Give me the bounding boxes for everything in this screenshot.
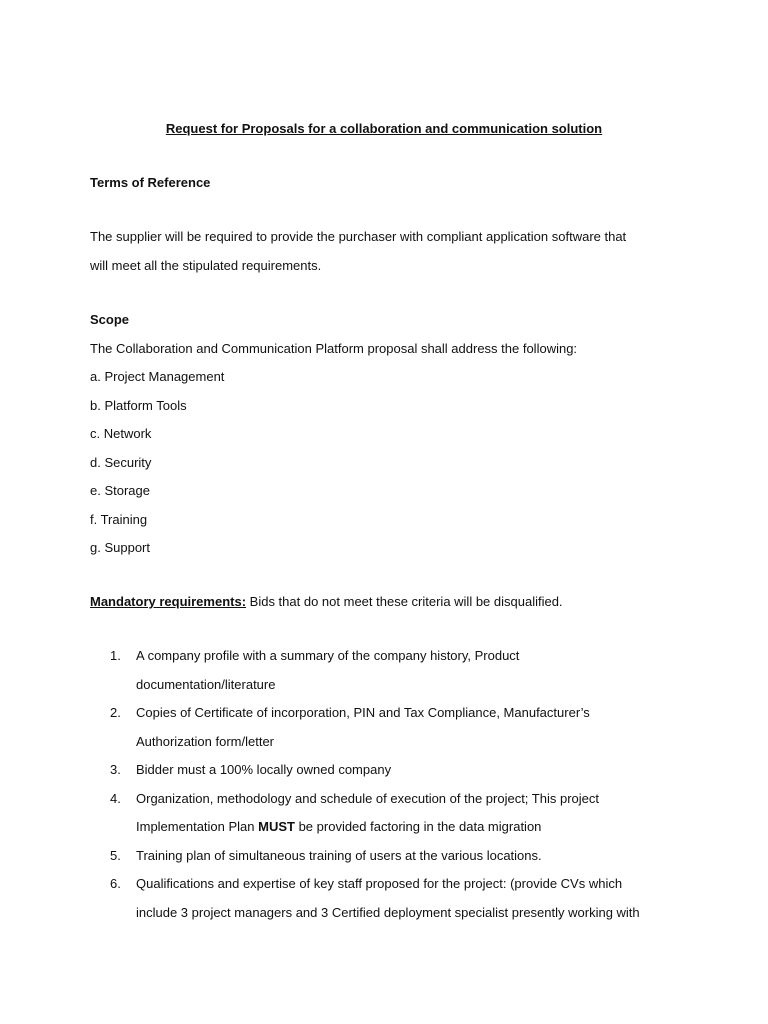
- requirement-number: 3.: [110, 762, 121, 777]
- requirement-line: Organization, methodology and schedule of execution of the project; This project: [136, 791, 599, 806]
- scope-item: f. Training: [90, 512, 148, 527]
- intro-line-2: will meet all the stipulated requirements.: [90, 258, 322, 273]
- mandatory-text: Bids that do not meet these criteria will be disqualified.: [246, 594, 563, 609]
- requirement-number: 5.: [110, 848, 121, 863]
- requirement-line: Copies of Certificate of incorporation, PIN and Tax Compliance, Manufacturer’s: [136, 705, 590, 720]
- mandatory-paragraph: [90, 594, 563, 610]
- requirement-line-pre: Implementation Plan: [136, 819, 259, 834]
- intro-line-1: The supplier will be required to provide the purchaser with compliant application software that: [90, 229, 627, 244]
- scope-item: g. Support: [90, 540, 150, 555]
- scope-intro: The Collaboration and Communication Platform proposal shall address the following:: [90, 341, 578, 356]
- requirement-number: 6.: [110, 876, 121, 891]
- scope-item: e. Storage: [90, 483, 150, 498]
- mandatory-label: Mandatory requirements:: [90, 594, 247, 609]
- scope-heading: Scope: [90, 312, 130, 327]
- scope-item: c. Network: [90, 426, 152, 441]
- requirement-line: Bidder must a 100% locally owned company: [136, 762, 392, 777]
- document-title: Request for Proposals for a collaboration and communication solution: [165, 121, 603, 136]
- requirement-line: documentation/literature: [136, 677, 276, 692]
- requirement-line: Authorization form/letter: [136, 734, 275, 749]
- requirement-number: 1.: [110, 648, 121, 663]
- requirement-line: [136, 819, 541, 835]
- requirement-number: 4.: [110, 791, 121, 806]
- requirement-emphasis: MUST: [258, 819, 295, 834]
- scope-item: d. Security: [90, 455, 152, 470]
- scope-item: b. Platform Tools: [90, 398, 187, 413]
- requirement-line: Qualifications and expertise of key staff proposed for the project: (provide CVs which: [136, 876, 623, 891]
- terms-heading: Terms of Reference: [90, 175, 211, 190]
- requirement-line: include 3 project managers and 3 Certified deployment specialist presently working with: [136, 905, 640, 920]
- requirement-line: Training plan of simultaneous training of users at the various locations.: [136, 848, 542, 863]
- requirement-number: 2.: [110, 705, 121, 720]
- requirement-line: A company profile with a summary of the company history, Product: [136, 648, 520, 663]
- scope-item: a. Project Management: [90, 369, 225, 384]
- requirement-line-post: be provided factoring in the data migration: [294, 819, 542, 834]
